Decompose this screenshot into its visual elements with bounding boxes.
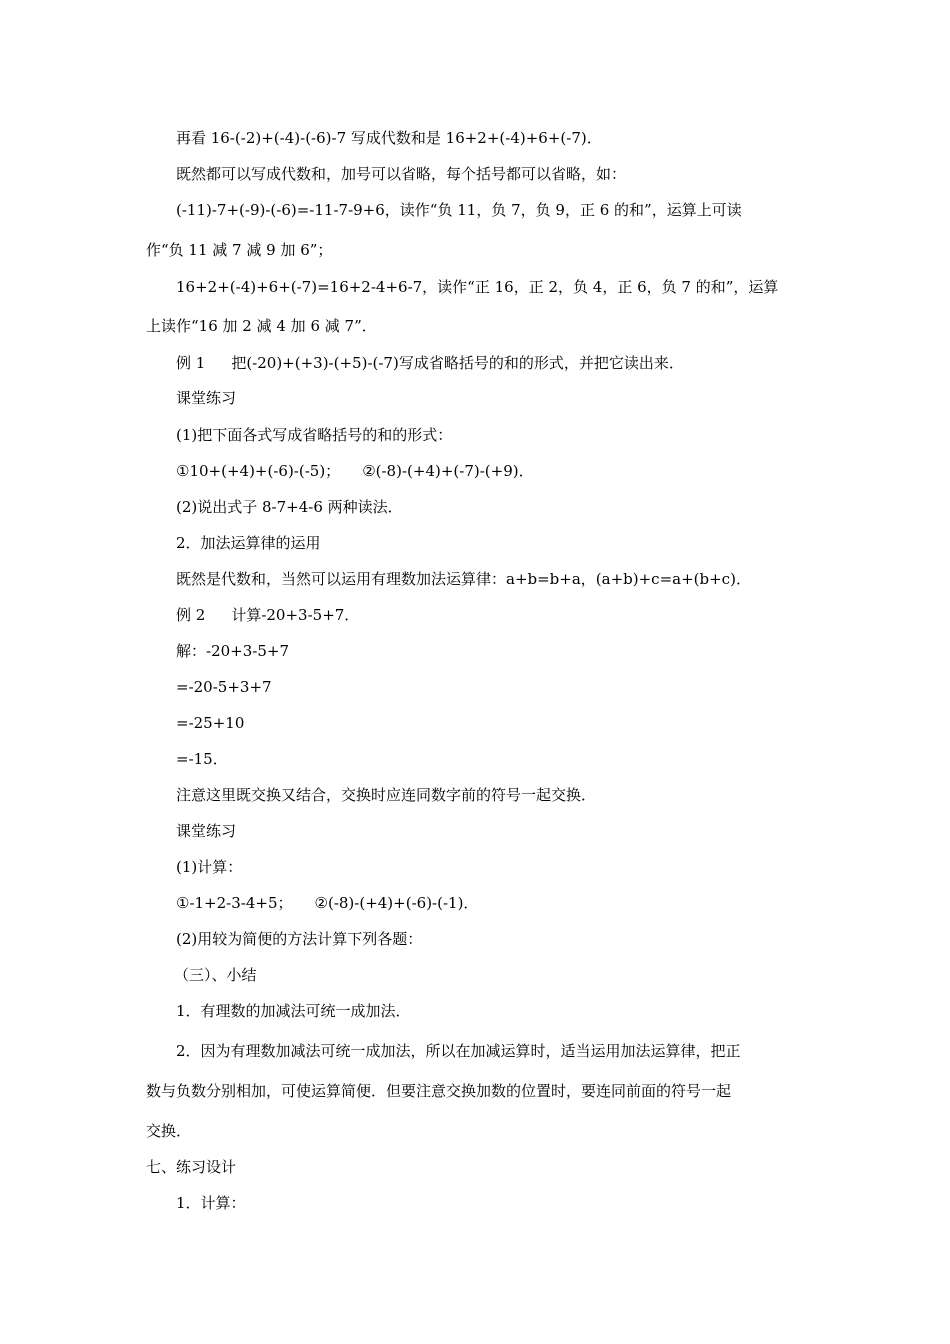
exercise-line (176, 461, 534, 481)
solution-line: 解：-20+3-5+7 (176, 642, 289, 660)
solution-line: =-25+10 (176, 714, 245, 732)
paragraph-line: 既然是代数和，当然可以运用有理数加法运算律：a+b=b+a，(a+b)+c=a+(b+c)． (176, 570, 751, 588)
paragraph-line: 1．计算： (176, 1194, 246, 1212)
paragraph-line: (2)说出式子 8-7+4-6 两种读法． (176, 498, 403, 516)
paragraph-line: 16+2+(-4)+6+(-7)=16+2-4+6-7，读作“正 16，正 2，负 4，正 6，负 7 的和”，运算 (176, 278, 779, 296)
paragraph-line: 注意这里既交换又结合，交换时应连同数字前的符号一起交换． (176, 786, 597, 804)
paragraph-line: (1)把下面各式写成省略括号的和的形式： (176, 426, 453, 444)
example-1-line (176, 353, 684, 373)
paragraph-line: (1)计算： (176, 858, 243, 876)
exercise-item: ②(-8)-(+4)+(-7)-(+9)． (362, 462, 534, 480)
paragraph-line: (-11)-7+(-9)-(-6)=-11-7-9+6，读作“负 11，负 7，负 9，正 6 的和”，运算上可读 (176, 201, 742, 219)
section-heading: （三）、小结 (174, 966, 257, 984)
example-text: 把(-20)+(+3)-(+5)-(-7)写成省略括号的和的形式，并把它读出来． (231, 354, 684, 372)
paragraph-line: 既然都可以写成代数和，加号可以省略，每个括号都可以省略，如： (176, 165, 627, 183)
paragraph-line: 作“负 11 减 7 减 9 加 6”； (146, 241, 333, 259)
paragraph-line: 再看 16-(-2)+(-4)-(-6)-7 写成代数和是 16+2+(-4)+6+(-7)． (176, 129, 602, 147)
exercise-item: ①-1+2-3-4+5； (176, 894, 293, 912)
section-heading: 七、练习设计 (146, 1158, 237, 1176)
solution-line: =-15． (176, 750, 228, 768)
summary-line: 1．有理数的加减法可统一成加法． (176, 1002, 411, 1020)
example-label: 例 2 (176, 606, 206, 624)
summary-line: 2．因为有理数加减法可统一成加法，所以在加减运算时，适当运用加法运算律，把正 (176, 1042, 741, 1060)
example-2-line (176, 605, 359, 625)
solution-line: =-20-5+3+7 (176, 678, 272, 696)
section-heading: 课堂练习 (176, 389, 237, 407)
summary-line: 数与负数分别相加，可使运算简便．但要注意交换加数的位置时，要连同前面的符号一起 (146, 1082, 732, 1100)
section-heading: 2．加法运算律的运用 (176, 534, 321, 552)
paragraph-line: 上读作“16 加 2 减 4 加 6 减 7”． (146, 317, 377, 335)
section-heading: 课堂练习 (176, 822, 237, 840)
exercise-item: ①10+(+4)+(-6)-(-5)； (176, 462, 341, 480)
paragraph-line: (2)用较为简便的方法计算下列各题： (176, 930, 423, 948)
example-label: 例 1 (176, 354, 206, 372)
summary-line: 交换． (146, 1122, 192, 1140)
example-text: 计算-20+3-5+7． (231, 606, 360, 624)
exercise-line (176, 893, 478, 913)
exercise-item: ②(-8)-(+4)+(-6)-(-1)． (314, 894, 479, 912)
